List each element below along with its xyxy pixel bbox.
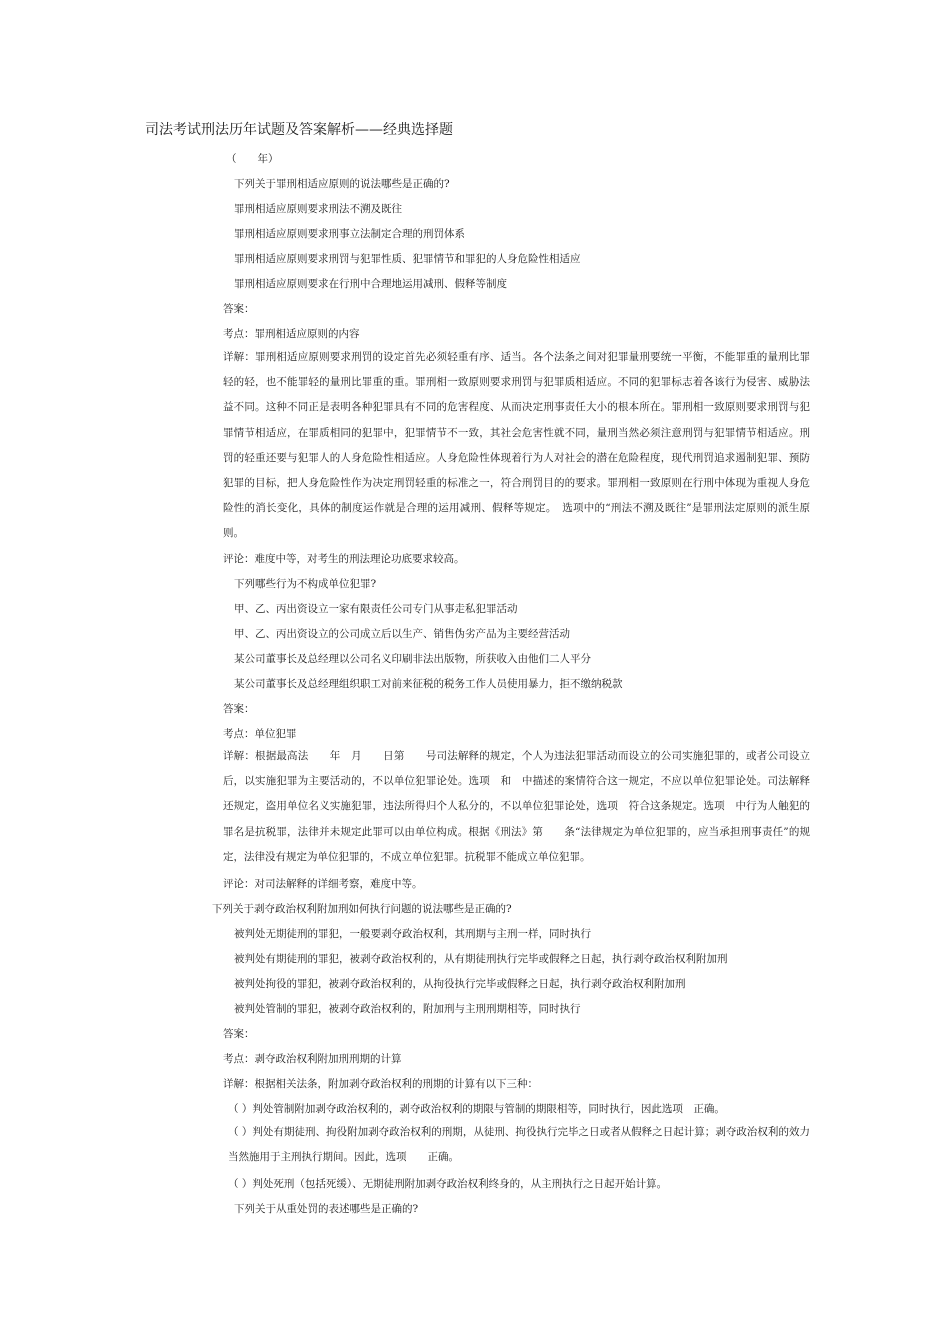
question-2-option: 甲、乙、丙出资设立一家有限责任公司专门从事走私犯罪活动 (234, 603, 518, 615)
question-3-answer: 答案： (223, 1028, 255, 1040)
question-3: 下列关于剥夺政治权利附加刑如何执行问题的说法哪些是正确的? (212, 903, 512, 915)
question-3-option: 被判处管制的罪犯，被剥夺政治权利的，附加刑与主刑刑期相等，同时执行 (234, 1003, 581, 1015)
question-3-option: 被判处无期徒刑的罪犯，一般要剥夺政治权利，其刑期与主刑一样，同时执行 (234, 928, 591, 940)
question-3-item: （ ）判处管制附加剥夺政治权利的，剥夺政治权利的期限与管制的期限相等，同时执行，因此选项 正确。 (228, 1103, 725, 1115)
question-1-option: 罪刑相适应原则要求刑法不溯及既往 (234, 203, 402, 215)
question-3-option: 被判处有期徒刑的罪犯，被剥夺政治权利的，从有期徒刑执行完毕或假释之日起，执行剥夺政治权利附加刑 (234, 953, 728, 965)
question-2-option: 甲、乙、丙出资设立的公司成立后以生产、销售伪劣产品为主要经营活动 (234, 628, 570, 640)
question-2-answer: 答案： (223, 703, 255, 715)
question-4: 下列关于从重处罚的表述哪些是正确的? (234, 1203, 419, 1215)
question-2-option: 某公司董事长及总经理以公司名义印刷非法出版物，所获收入由他们二人平分 (234, 653, 591, 665)
document-title: 司法考试刑法历年试题及答案解析——经典选择题 (145, 122, 453, 138)
question-1-detail (198, 345, 810, 545)
question-3-item: （ ）判处死刑（包括死缓）、无期徒刑附加剥夺政治权利终身的，从主刑执行之日起开始计算。 (228, 1178, 668, 1190)
question-1: 下列关于罪刑相适应原则的说法哪些是正确的? (234, 178, 450, 190)
year-line: （ 年） (226, 153, 279, 165)
question-3-option: 被判处拘役的罪犯，被剥夺政治权利的，从拘役执行完毕或假释之日起，执行剥夺政治权利附加刑 (234, 978, 686, 990)
question-1-detail-text: 详解：罪刑相适应原则要求刑罚的设定首先必须轻重有序、适当。各个法条之间对犯罪量刑要统一平衡，不能罪重的量刑比罪轻的轻，也不能罪轻的量刑比罪重的重。罪刑相一致原则要求刑罚与犯罪质相适应。不同的犯罪标志着各该行为侵害、威胁法益不同。这种不同正是表明各种犯罪具有不同的危害程度、从而决定刑事责任大小的根本所在。罪刑相一致原则要求刑罚与犯罪情节相适应，在罪质相同的犯罪中，犯罪情节不一致，其社会危害性就不同，量刑当然必须注意刑罚与犯罪情节相适应。刑罚的轻重还要与犯罪人的人身危险性相适应。人身危险性体现着行为人对社会的潜在危险程度，现代刑罚追求遏制犯罪、预防犯罪的目标，把人身危险性作为决定刑罚轻重的标准之一，符合刑罚目的的要求。罪刑相一致原则在行刑中体现为重视人身危险性的消长变化，具体的制度运作就是合理的运用减刑、假释等规定。 选项中的“刑法不溯及既往”是罪刑法定原则的派生原则。 (223, 351, 810, 540)
question-3-item-2-text: （ ）判处有期徒刑、拘役附加剥夺政治权利的刑期，从徒刑、拘役执行完毕之日或者从假释之日起计算；剥夺政治权利的效力当然施用于主刑执行期间。因此，选项 正确。 (228, 1126, 810, 1164)
question-3-point: 考点：剥夺政治权利附加刑刑期的计算 (223, 1053, 402, 1065)
question-3-detail-intro: 详解：根据相关法条，附加剥夺政治权利的刑期的计算有以下三种： (223, 1078, 538, 1090)
question-2-detail-text: 详解：根据最高法 年 月 日第 号司法解释的规定，个人为违法犯罪活动而设立的公司实施犯罪的，或者公司设立后，以实施犯罪为主要活动的，不以单位犯罪论处。选项 和 中描述的案情符合这一规定，不应以单位犯罪论处。司法解释还规定，盗用单位名义实施犯罪，违法所得归个人私分的，不以单位犯罪论处，选项 符合这条规定。选项 中行为人触犯的罪名是抗税罪，法律并未规定此罪可以由单位构成。根据《刑法》第 条“法律规定为单位犯罪的，应当承担刑事责任”的规定，法律没有规定为单位犯罪的，不成立单位犯罪。抗税罪不能成立单位犯罪。 (223, 750, 810, 863)
question-2: 下列哪些行为不构成单位犯罪? (234, 578, 377, 590)
question-1-option: 罪刑相适应原则要求刑事立法制定合理的刑罚体系 (234, 228, 465, 240)
question-1-option: 罪刑相适应原则要求刑罚与犯罪性质、犯罪情节和罪犯的人身危险性相适应 (234, 253, 581, 265)
question-2-point: 考点：单位犯罪 (223, 728, 297, 740)
question-1-answer: 答案： (223, 303, 255, 315)
question-1-comment: 评论：难度中等，对考生的刑法理论功底要求较高。 (223, 553, 465, 565)
question-2-detail (198, 744, 810, 870)
question-1-option: 罪刑相适应原则要求在行刑中合理地运用减刑、假释等制度 (234, 278, 507, 290)
question-2-comment: 评论：对司法解释的详细考察，难度中等。 (223, 878, 423, 890)
question-2-option: 某公司董事长及总经理组织职工对前来征税的税务工作人员使用暴力，拒不缴纳税款 (234, 678, 623, 690)
question-1-point: 考点：罪刑相适应原则的内容 (223, 328, 360, 340)
question-3-item-2 (198, 1120, 810, 1172)
